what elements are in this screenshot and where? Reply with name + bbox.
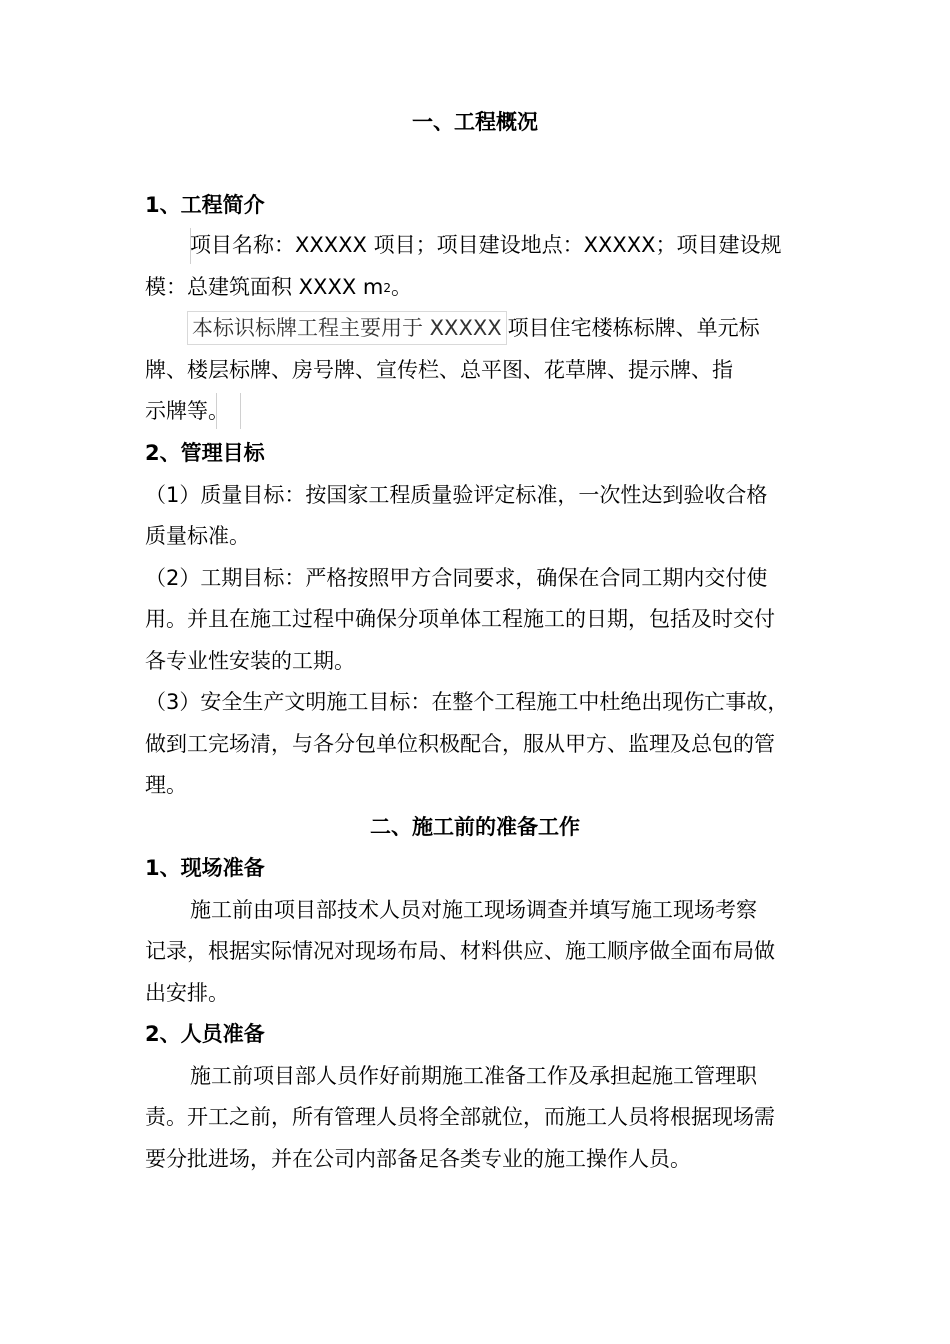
paragraph-line: （2）工期目标：严格按照甲方合同要求，确保在合同工期内交付使: [145, 566, 768, 590]
section-title-preparation: 二、施工前的准备工作: [370, 815, 580, 839]
paragraph-line: 示牌等。: [145, 399, 229, 423]
paragraph-line: 责。开工之前，所有管理人员将全部就位，而施工人员将根据现场需: [145, 1105, 775, 1129]
heading-management-goals: 2、管理目标: [145, 441, 265, 465]
paragraph-line: （1）质量目标：按国家工程质量验评定标准，一次性达到验收合格: [145, 483, 768, 507]
heading-site-preparation: 1、现场准备: [145, 856, 265, 880]
paragraph-line: 记录，根据实际情况对现场布局、材料供应、施工顺序做全面布局做: [145, 939, 775, 963]
heading-project-intro: 1、工程简介: [145, 193, 265, 217]
paragraph-line: 做到工完场清，与各分包单位积极配合，服从甲方、监理及总包的管: [145, 732, 775, 756]
paragraph-line: 用。并且在施工过程中确保分项单体工程施工的日期，包括及时交付: [145, 607, 775, 631]
paragraph-line: 项目名称：XXXXX 项目；项目建设地点：XXXXX；项目建设规: [190, 233, 782, 257]
paragraph-line: 本标识标牌工程主要用于 XXXXX 项目住宅楼栋标牌、单元标: [192, 316, 760, 340]
paragraph-line: 施工前项目部人员作好前期施工准备工作及承担起施工管理职: [190, 1064, 757, 1088]
highlighted-phrase: 本标识标牌工程主要用于 XXXXX: [192, 316, 502, 340]
section-title-overview: 一、工程概况: [412, 110, 538, 134]
paragraph-line: 各专业性安装的工期。: [145, 649, 355, 673]
paragraph-line: 牌、楼层标牌、房号牌、宣传栏、总平图、花草牌、提示牌、指: [145, 358, 733, 382]
paragraph-line: 施工前由项目部技术人员对施工现场调查并填写施工现场考察: [190, 898, 757, 922]
paragraph-line: 要分批进场，并在公司内部备足各类专业的施工操作人员。: [145, 1147, 691, 1171]
paragraph-line: 模：总建筑面积 XXXX m2。: [145, 275, 412, 299]
paragraph-line: 出安排。: [145, 981, 229, 1005]
heading-staff-preparation: 2、人员准备: [145, 1022, 265, 1046]
paragraph-line: （3）安全生产文明施工目标：在整个工程施工中杜绝出现伤亡事故，: [145, 690, 789, 714]
edit-marker: [216, 393, 217, 429]
paragraph-line: 理。: [145, 773, 187, 797]
paragraph-line: 质量标准。: [145, 524, 250, 548]
edit-marker: [240, 393, 241, 429]
